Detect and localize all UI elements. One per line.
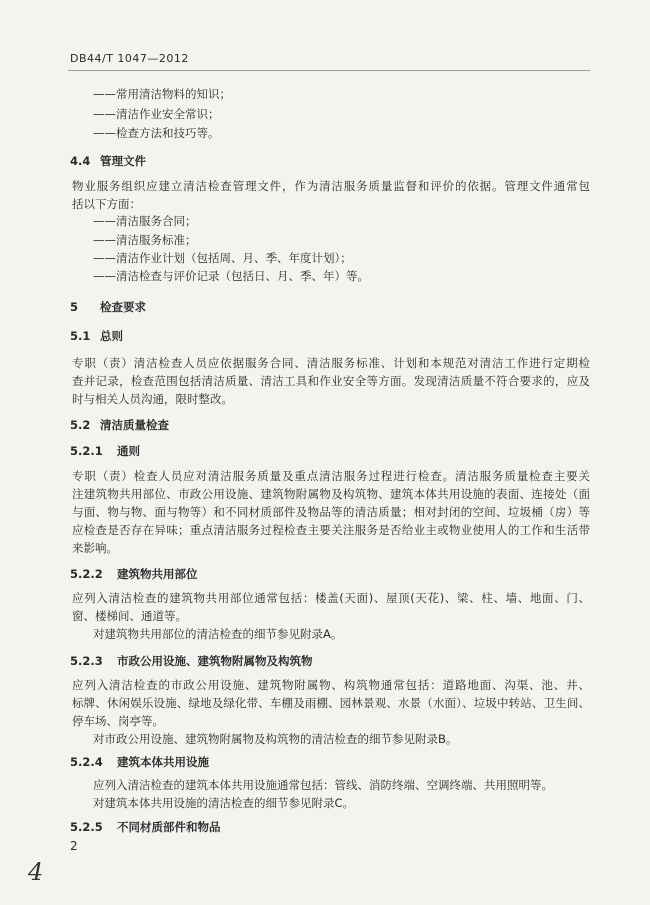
annex-reference: 对建筑物共用部位的清洁检查的细节参见附录A。: [93, 627, 343, 641]
list-item: ——常用清洁物料的知识；: [93, 87, 231, 101]
section-heading-5-2: 5.2 清洁质量检查: [70, 418, 169, 432]
section-heading-5-2-2: 5.2.2 建筑物共用部位: [70, 567, 198, 581]
paragraph-line: 与面、物与物、面与物等）和不同材质部件及物品等的清洁质量；相对封闭的空间、垃圾桶（房）等: [72, 505, 590, 519]
page-number: 2: [70, 839, 78, 853]
paragraph-line: 查并记录，检查范围包括清洁质量、清洁工具和作业安全等方面。发现清洁质量不符合要求的，应及: [72, 374, 590, 388]
annex-reference: 对市政公用设施、建筑物附属物及构筑物的清洁检查的细节参见附录B。: [93, 732, 458, 746]
paragraph-line: 物业服务组织应建立清洁检查管理文件，作为清洁服务质量监督和评价的依据。管理文件通常包: [72, 179, 590, 193]
list-item: ——清洁服务合同；: [93, 214, 197, 228]
document-code: DB44/T 1047—2012: [70, 52, 189, 65]
annex-reference: 对建筑本体共用设施的清洁检查的细节参见附录C。: [93, 796, 355, 810]
section-heading-5-2-3: 5.2.3 市政公用设施、建筑物附属物及构筑物: [70, 654, 313, 668]
section-heading-5: 5 检查要求: [70, 300, 146, 314]
section-heading-5-1: 5.1 总则: [70, 329, 123, 343]
header-rule: [68, 70, 590, 71]
section-heading-5-2-4: 5.2.4 建筑本体共用设施: [70, 755, 209, 769]
paragraph-line: 专职（责）清洁检查人员应依据服务合同、清洁服务标准、计划和本规范对清洁工作进行定期检: [72, 356, 590, 370]
list-item: ——检查方法和技巧等。: [93, 126, 220, 140]
paragraph-line: 应列入清洁检查的建筑物共用部位通常包括：楼盖(天面)、屋顶(天花)、梁、柱、墙、地面、门、: [72, 591, 590, 605]
section-heading-5-2-1: 5.2.1 通则: [70, 444, 140, 458]
list-item: ——清洁检查与评价记录（包括日、月、季、年）等。: [93, 269, 369, 283]
paragraph-line: 注建筑物共用部位、市政公用设施、建筑物附属物及构筑物、建筑本体共用设施的表面、连接处（面: [72, 487, 590, 501]
paragraph-line: 标牌、休闲娱乐设施、绿地及绿化带、车棚及雨棚、园林景观、水景（水面）、垃圾中转站、卫生间、: [72, 696, 590, 710]
paragraph-line: 停车场、岗亭等。: [72, 714, 164, 728]
paragraph-line: 时与相关人员沟通，限时整改。: [72, 392, 233, 406]
paragraph-line: 应列入清洁检查的市政公用设施、建筑物附属物、构筑物通常包括：道路地面、沟渠、池、井、: [72, 678, 590, 692]
paragraph-line: 窗、楼梯间、通道等。: [72, 609, 187, 623]
section-heading-5-2-5: 5.2.5 不同材质部件和物品: [70, 820, 221, 834]
list-item: ——清洁服务标准；: [93, 233, 197, 247]
paragraph-line: 来影响。: [72, 541, 118, 555]
section-heading-4-4: 4.4 管理文件: [70, 154, 146, 168]
list-item: ——清洁作业安全常识；: [93, 107, 220, 121]
handwritten-mark: 4: [28, 858, 44, 886]
paragraph-line: 应检查是否存在异味；重点清洁服务过程检查主要关注服务是否给业主或物业使用人的工作和生活带: [72, 523, 590, 537]
paragraph-line: 专职（责）检查人员应对清洁服务质量及重点清洁服务过程进行检查。清洁服务质量检查主要关: [72, 469, 590, 483]
paragraph-line: 括以下方面：: [72, 197, 141, 211]
paragraph-line: 应列入清洁检查的建筑本体共用设施通常包括：管线、消防终端、空调终端、共用照明等。: [93, 778, 553, 792]
list-item: ——清洁作业计划（包括周、月、季、年度计划）；: [93, 251, 352, 265]
